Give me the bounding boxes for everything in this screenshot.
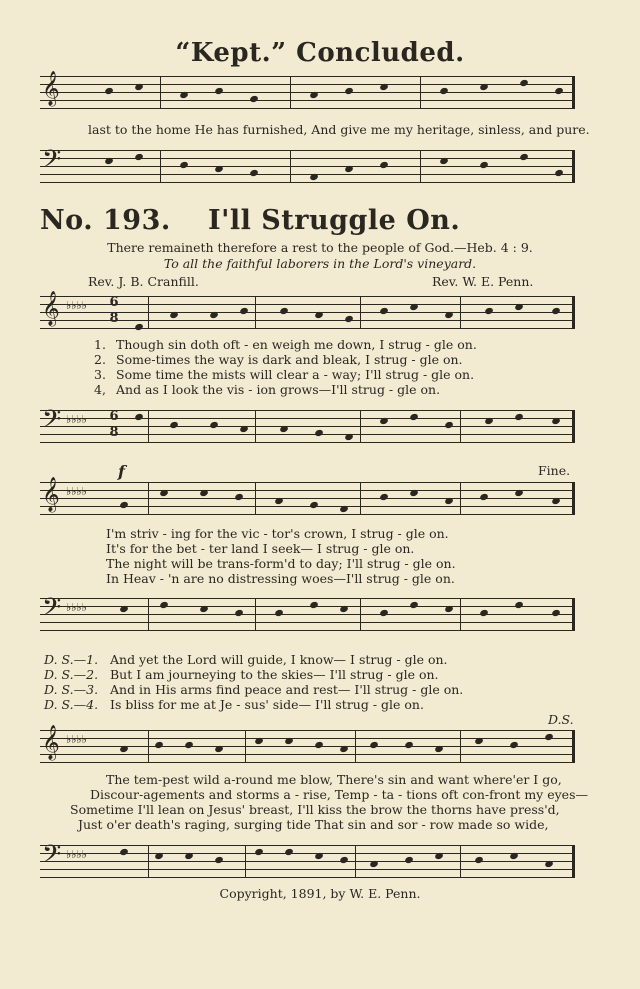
ds-line-4-label: D. S.—4. [44,697,99,712]
final-line-3: Sometime I'll lean on Jesus' breast, I'll kiss the brow the thorns have press'd, [70,802,560,817]
verse-line-2: Some-times the way is dark and bleak, I strug - gle on. [116,352,463,367]
chorus-line-1: I'm striv - ing for the vic - tor's crown, I strug - gle on. [106,526,449,541]
time-signature-bottom: 8 [109,311,119,326]
staff-chorus-treble: 𝄞 ♭♭♭♭ [40,482,575,516]
hymn-title: I'll Struggle On. [208,205,461,236]
bass-clef-icon: 𝄢 [42,145,62,180]
staff-system-kept-bass [40,145,575,184]
final-line-4: Just o'er death's raging, surging tide That sin and sor - row made so wide, [78,817,549,832]
composer-credit: Rev. W. E. Penn. [432,274,534,289]
treble-clef-icon: 𝄞 [42,725,60,760]
ds-marking: D.S. [548,712,574,727]
staff-final-bass: 𝄢 ♭♭♭♭ [40,845,575,879]
time-signature-top: 6 [109,295,119,310]
bass-clef-icon: 𝄢 [42,405,62,440]
epigraph: There remaineth therefore a rest to the people of God.—Heb. 4 : 9. [107,240,533,255]
dedication: To all the faithful laborers in the Lord's vineyard. [163,256,477,271]
copyright-notice: Copyright, 1891, by W. E. Penn. [219,886,421,901]
final-line-1: The tem-pest wild a-round me blow, There's sin and want where'er I go, [106,772,562,787]
ds-line-2-label: D. S.—2. [44,667,99,682]
verse-line-4: And as I look the vis - ion grows—I'll strug - gle on. [116,382,441,397]
verse-line-1-number: 1. [94,337,106,352]
fine-marking: Fine. [538,463,571,478]
bass-clef-icon: 𝄢 [42,593,62,628]
chorus-line-4: In Heav - 'n are no distressing woes—I'll strug - gle on. [106,571,455,586]
kept-lyric-line: last to the home He has furnished, And give me my heritage, sinless, and pure. [88,122,590,137]
ds-line-2: But I am journeying to the skies— I'll strug - gle on. [110,667,439,682]
final-line-2: Discour-agements and storms a - rise, Temp - ta - tions oft con-front my eyes— [90,787,588,802]
ds-line-1: And yet the Lord will guide, I know— I strug - gle on. [110,652,448,667]
ds-line-3: And in His arms find peace and rest— I'll strug - gle on. [110,682,464,697]
verse-line-1: Though sin doth oft - en weigh me down, I strug - gle on. [116,337,477,352]
treble-clef-icon: 𝄞 [42,477,60,512]
staff-final-treble: 𝄞 ♭♭♭♭ [40,730,575,764]
verse-line-3: Some time the mists will clear a - way; I'll strug - gle on. [116,367,475,382]
treble-clef-icon: 𝄞 [42,291,60,326]
forte-marking: f [118,462,125,481]
continued-hymn-title: “Kept.” Concluded. [175,38,465,68]
verse-line-3-number: 3. [94,367,106,382]
staff-system-kept-treble [40,71,575,110]
verse-line-4-number: 4, [94,382,106,397]
bass-clef-icon: 𝄢 [42,840,62,875]
verse-line-2-number: 2. [94,352,106,367]
chorus-line-3: The night will be trans-form'd to day; I'll strug - gle on. [106,556,456,571]
treble-clef-icon: 𝄞 [42,71,60,106]
ds-line-1-label: D. S.—1. [44,652,99,667]
staff-verse-treble: 𝄞 ♭♭♭♭ 6 8 [40,296,575,330]
staff-chorus-bass: 𝄢 ♭♭♭♭ [40,598,575,632]
ds-line-4: Is bliss for me at Je - sus' side— I'll strug - gle on. [110,697,424,712]
ds-line-3-label: D. S.—3. [44,682,99,697]
lyricist-credit: Rev. J. B. Cranfill. [88,274,199,289]
staff-verse-bass: 𝄢 ♭♭♭♭ 6 8 [40,410,575,444]
hymn-number: No. 193. [40,205,171,236]
chorus-line-2: It's for the bet - ter land I seek— I strug - gle on. [106,541,415,556]
